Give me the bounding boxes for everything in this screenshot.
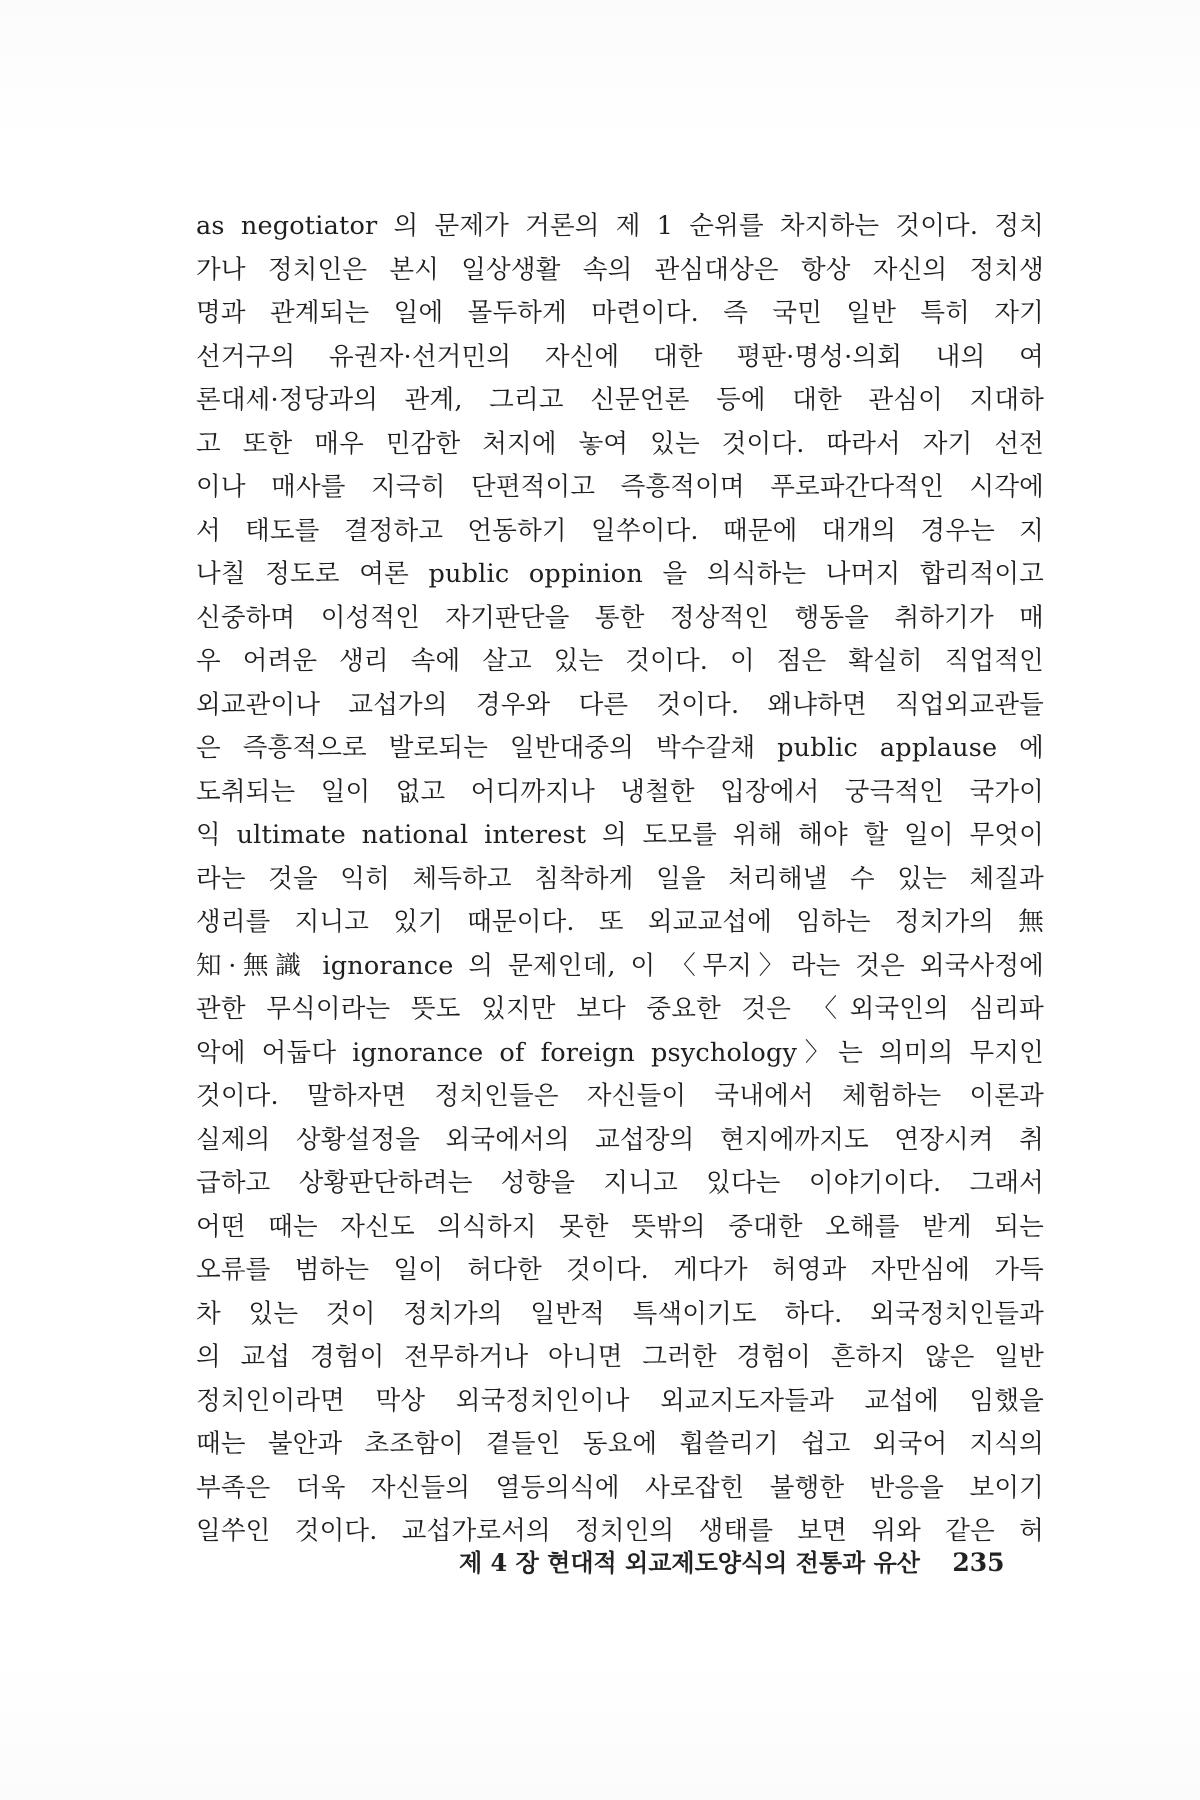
text-line: 신중하며 이성적인 자기판단을 통한 정상적인 행동을 취하기가 매 (196, 602, 1044, 633)
text-line: 오류를 범하는 일이 허다한 것이다. 게다가 허영과 자만심에 가득 (196, 1255, 1044, 1285)
text-line: 서 태도를 결정하고 언동하기 일쑤이다. 때문에 대개의 경우는 지 (196, 515, 1044, 546)
text-line: 가나 정치인은 본시 일상생활 속의 관심대상은 항상 자신의 정치생 (196, 254, 1044, 285)
text-line: 나칠 정도로 여론 public oppinion 을 의식하는 나머지 합리적이고 (196, 559, 1044, 589)
text-line: 급하고 상황판단하려는 성향을 지니고 있다는 이야기이다. 그래서 (196, 1168, 1044, 1198)
chapter-title: 제 4 장 현대적 외교제도양식의 전통과 유산 (459, 1548, 920, 1577)
text-line: 부족은 더욱 자신들의 열등의식에 사로잡힌 불행한 반응을 보이기 (196, 1472, 1044, 1503)
page-number: 235 (952, 1548, 1005, 1577)
text-line: 정치인이라면 막상 외국정치인이나 외교지도자들과 교섭에 임했을 (196, 1385, 1044, 1416)
text-line: as negotiator 의 문제가 거론의 제 1 순위를 차지하는 것이다. 정치 (196, 211, 1044, 241)
text-line: 의 교섭 경험이 전무하거나 아니면 그러한 경험이 흔하지 않은 일반 (196, 1342, 1044, 1372)
text-line: 일쑤인 것이다. 교섭가로서의 정치인의 생태를 보면 위와 같은 허 (196, 1516, 1044, 1546)
text-line: 악에 어둡다 ignorance of foreign psychology〉는 의미의 무지인 (196, 1037, 1044, 1068)
text-line: 외교관이나 교섭가의 경우와 다른 것이다. 왜냐하면 직업외교관들 (196, 689, 1044, 720)
body-text (196, 205, 1044, 1554)
text-line: 우 어려운 생리 속에 살고 있는 것이다. 이 점은 확실히 직업적인 (196, 646, 1044, 676)
text-line: 실제의 상황설정을 외국에서의 교섭장의 현지에까지도 연장시켜 취 (196, 1124, 1044, 1155)
text-line: 라는 것을 익히 체득하고 침착하게 일을 처리해낼 수 있는 체질과 (196, 863, 1044, 894)
text-line: 것이다. 말하자면 정치인들은 자신들이 국내에서 체험하는 이론과 (196, 1081, 1044, 1111)
text-line: 때는 불안과 초조함이 곁들인 동요에 휩쓸리기 쉽고 외국어 지식의 (196, 1429, 1044, 1459)
text-line: 론대세·정당과의 관계, 그리고 신문언론 등에 대한 관심이 지대하 (196, 385, 1044, 415)
text-line: 이나 매사를 지극히 단편적이고 즉흥적이며 푸로파간다적인 시각에 (196, 472, 1044, 502)
text-line: 知·無識 ignorance 의 문제인데, 이 〈무지〉라는 것은 외국사정에 (196, 950, 1044, 981)
text-line: 차 있는 것이 정치가의 일반적 특색이기도 하다. 외국정치인들과 (196, 1298, 1044, 1329)
running-footer (459, 1543, 1025, 1583)
text-line: 선거구의 유권자·선거민의 자신에 대한 평판·명성·의회 내의 여 (196, 341, 1044, 372)
text-line: 어떤 때는 자신도 의식하지 못한 뜻밖의 중대한 오해를 받게 되는 (196, 1211, 1044, 1242)
text-line: 생리를 지니고 있기 때문이다. 또 외교교섭에 임하는 정치가의 無 (196, 907, 1044, 937)
text-line: 은 즉흥적으로 발로되는 일반대중의 박수갈채 public applause 에 (196, 733, 1044, 763)
text-line: 명과 관계되는 일에 몰두하게 마련이다. 즉 국민 일반 특히 자기 (196, 298, 1044, 328)
text-line: 익 ultimate national interest 의 도모를 위해 해야 할 일이 무엇이 (196, 820, 1044, 850)
text-line: 도취되는 일이 없고 어디까지나 냉철한 입장에서 궁극적인 국가이 (196, 776, 1044, 807)
text-line: 고 또한 매우 민감한 처지에 놓여 있는 것이다. 따라서 자기 선전 (196, 428, 1044, 459)
text-line: 관한 무식이라는 뜻도 있지만 보다 중요한 것은 〈외국인의 심리파 (196, 994, 1044, 1024)
